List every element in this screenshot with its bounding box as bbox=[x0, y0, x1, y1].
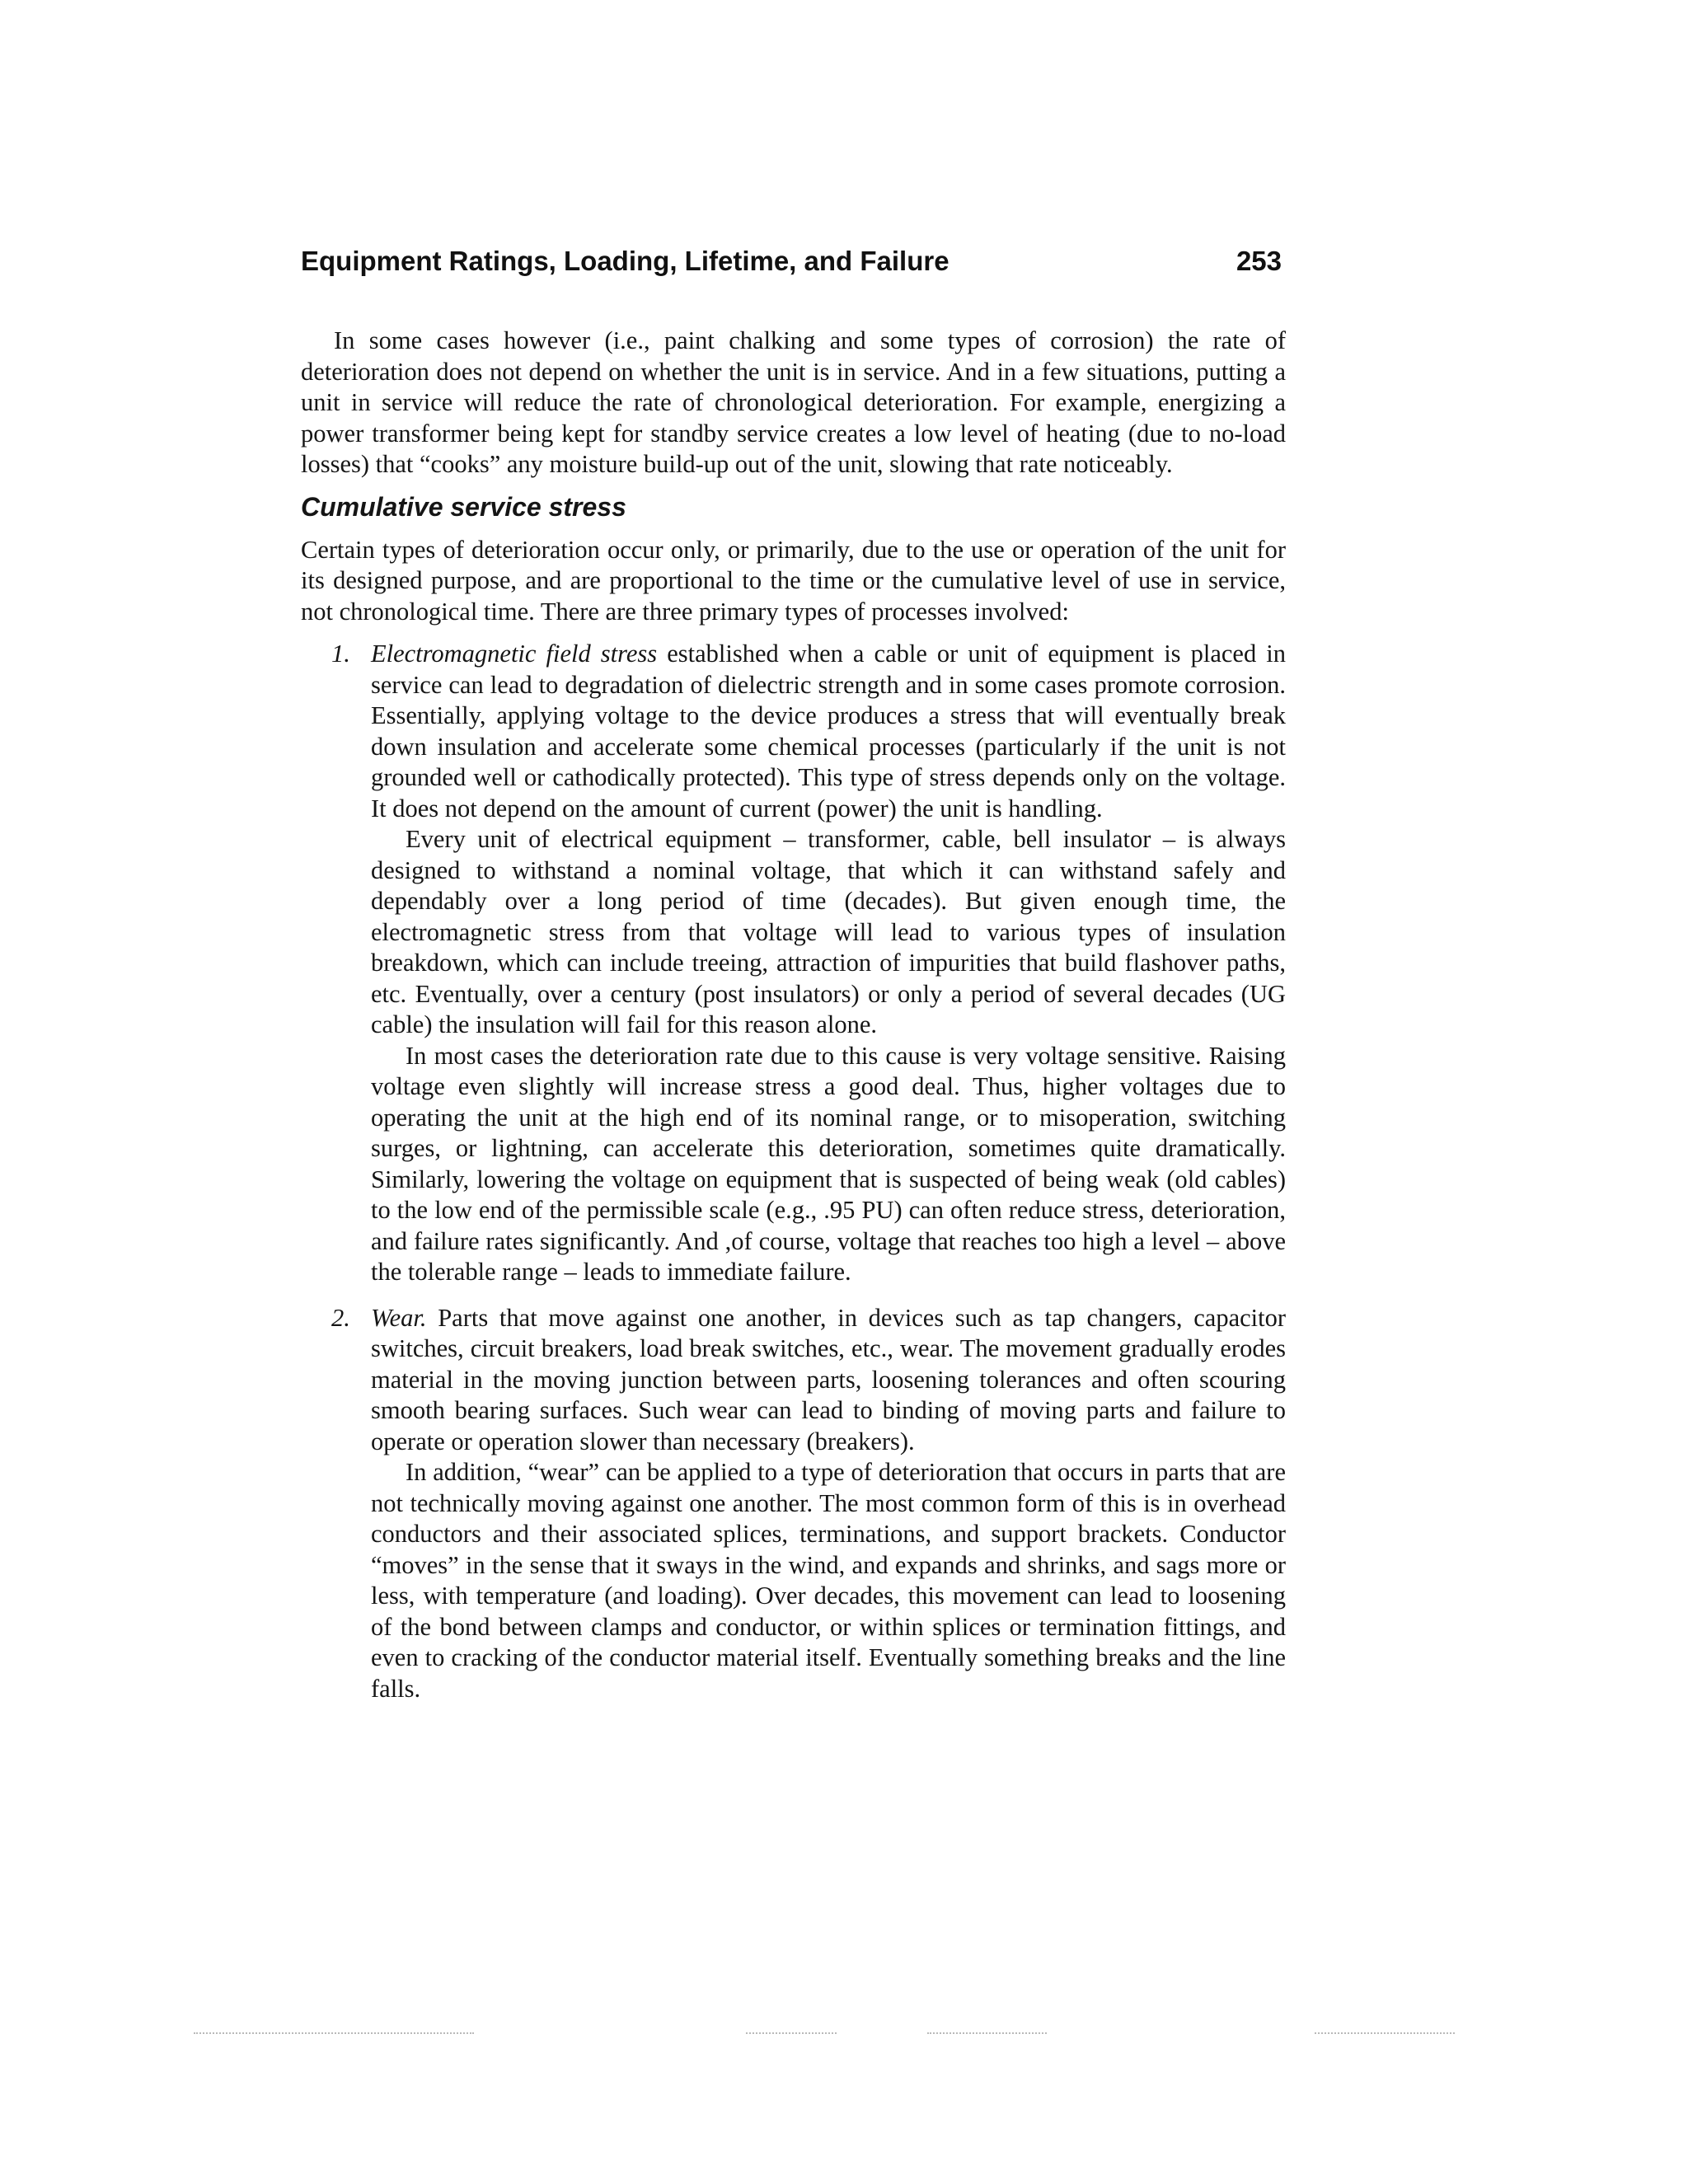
scan-speck bbox=[194, 2032, 474, 2036]
list-item-term: Wear. bbox=[371, 1303, 427, 1332]
list-item-number: 1. bbox=[331, 640, 350, 668]
list-item-wear bbox=[301, 1303, 1286, 1705]
list-item-first-paragraph bbox=[371, 639, 1286, 824]
list-item-term: Electromagnetic field stress bbox=[371, 640, 658, 668]
section-heading: Cumulative service stress bbox=[301, 491, 626, 522]
section-intro-paragraph: Certain types of deterioration occur only, or primarily, due to the use or operation of the unit for its designed purpose, and are proportional to the time or the cumulative level of use in service, not chronological time. There are three primary types of processes involved: bbox=[301, 535, 1286, 626]
page-number: 253 bbox=[1236, 246, 1282, 276]
list-item-paragraph: Every unit of electrical equipment – transformer, cable, bell insulator – is always designed to withstand a nominal voltage, that which it can withstand safely and dependably over a long period of time (decades). But given enough time, the electromagnetic stress from that voltage will lead to various types of insulation breakdown, which can include treeing, attraction of impurities that build flashover paths, etc. Eventually, over a century (post insulators) or only a period of several decades (UG cable) the insulation will fail for this reason alone. bbox=[371, 825, 1286, 1038]
list-item-text: Parts that move against one another, in devices such as tap changers, capacitor switches, circuit breakers, load break switches, etc., wear. The movement gradually erodes material in the moving junction between parts, loosening tolerances and often scouring smooth bearing surfaces. Such wear can lead to binding of moving parts and failure to operate or operation slower than necessary (breakers). bbox=[371, 1303, 1286, 1455]
page-body bbox=[301, 326, 1286, 1704]
chapter-title: Equipment Ratings, Loading, Lifetime, and Failure bbox=[301, 246, 950, 276]
list-item-electromagnetic-stress bbox=[301, 639, 1286, 1288]
running-header bbox=[301, 241, 1290, 282]
scan-speck bbox=[1315, 2032, 1455, 2036]
scan-speck bbox=[746, 2032, 837, 2036]
process-list bbox=[301, 639, 1286, 1704]
scan-speck bbox=[927, 2032, 1047, 2036]
list-item-paragraph: In addition, “wear” can be applied to a type of deterioration that occurs in parts that are not technically moving against one another. The most common form of this is in overhead conductors and their associated splices, terminations, and support brackets. Conductor “moves” in the sense that it sways in the wind, and expands and shrinks, and sags more or less, with temperature (and loading). Over decades, this movement can lead to loosening of the bond between clamps and conductor, or within splices or termination fittings, and even to cracking of the conductor material itself. Eventually something breaks and the line falls. bbox=[371, 1458, 1286, 1703]
scan-artifacts bbox=[0, 2032, 1688, 2037]
list-item-paragraph: In most cases the deterioration rate due to this cause is very voltage sensitive. Raising voltage even slightly will increase stress a good deal. Thus, higher voltages due to operating the unit at the high end of its nominal range, or to misoperation, switching surges, or lightning, can accelerate this deterioration, sometimes quite dramatically. Similarly, lowering the voltage on equipment that is suspected of being weak (old cables) to the low end of the permissible scale (e.g., .95 PU) can often reduce stress, deterioration, and failure rates significantly. And ,of course, voltage that reaches too high a level – above the tolerable range – leads to immediate failure. bbox=[371, 1041, 1286, 1286]
list-item-number: 2. bbox=[331, 1303, 350, 1332]
list-item-text: established when a cable or unit of equipment is placed in service can lead to degradation of dielectric strength and in some cases promote corrosion. Essentially, applying voltage to the device produces a stress that will eventually break down insulation and accelerate some chemical processes (particularly if the unit is not grounded well or cathodically protected). This type of stress depends only on the voltage. It does not depend on the amount of current (power) the unit is handling. bbox=[371, 640, 1286, 823]
intro-paragraph: In some cases however (i.e., paint chalking and some types of corrosion) the rate of deterioration does not depend on whether the unit is in service. And in a few situations, putting a unit in service will reduce the rate of chronological deterioration. For example, energizing a power transformer being kept for standby service creates a low level of heating (due to no-load losses) that “cooks” any moisture build-up out of the unit, slowing that rate noticeably. bbox=[301, 326, 1286, 478]
list-item-first-paragraph bbox=[371, 1303, 1286, 1458]
